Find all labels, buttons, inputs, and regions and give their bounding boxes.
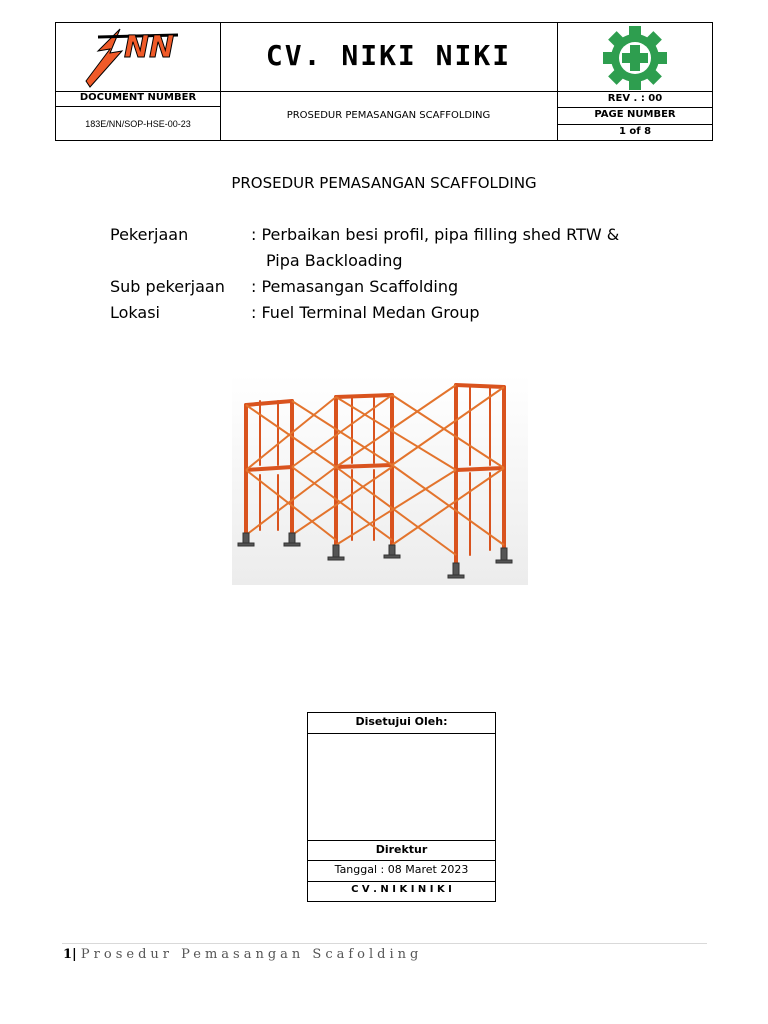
footer-text: Prosedur Pemasangan Scafolding (80, 947, 423, 962)
revision: REV . : 00 (607, 93, 663, 104)
info-value-sub-pekerjaan: : Pemasangan Scaffolding (251, 277, 459, 296)
page-footer (63, 947, 422, 962)
info-label-lokasi: Lokasi (110, 303, 160, 322)
approval-heading: Disetujui Oleh: (355, 715, 448, 728)
document-number-label: DOCUMENT NUMBER (79, 92, 197, 103)
page-number: 1 of 8 (618, 126, 652, 137)
footer-divider (62, 943, 707, 944)
footer-separator: | (72, 947, 77, 962)
page-number-label: PAGE NUMBER (594, 109, 676, 120)
footer-page-number: 1 (63, 947, 73, 962)
document-header-table (55, 22, 713, 141)
divider (220, 91, 557, 92)
company-name: CV. NIKI NIKI (265, 39, 512, 72)
info-value-lokasi: : Fuel Terminal Medan Group (251, 303, 480, 322)
divider (557, 107, 713, 108)
procedure-title: PROSEDUR PEMASANGAN SCAFFOLDING (286, 110, 491, 121)
scaffolding-image (232, 375, 528, 585)
logo-lettering: NN (124, 30, 175, 65)
divider (557, 124, 713, 125)
info-value-pekerjaan-cont: Pipa Backloading (266, 251, 403, 270)
info-label-sub-pekerjaan: Sub pekerjaan (110, 277, 225, 296)
divider (557, 23, 558, 140)
signature-area (308, 734, 495, 840)
approval-company: C V . N I K I N I K I (351, 884, 452, 895)
divider (557, 91, 713, 92)
approval-date: Tanggal : 08 Maret 2023 (334, 863, 469, 876)
page-title: PROSEDUR PEMASANGAN SCAFFOLDING (231, 174, 537, 192)
k3-safety-gear-icon (599, 25, 671, 91)
document-number: 183E/NN/SOP-HSE-00-23 (85, 119, 191, 129)
info-label-pekerjaan: Pekerjaan (110, 225, 189, 244)
approval-box (307, 712, 496, 902)
approval-role: Direktur (375, 843, 428, 856)
divider (56, 106, 220, 107)
company-logo (80, 27, 184, 89)
info-value-pekerjaan: : Perbaikan besi profil, pipa filling shed RTW & (251, 225, 620, 244)
